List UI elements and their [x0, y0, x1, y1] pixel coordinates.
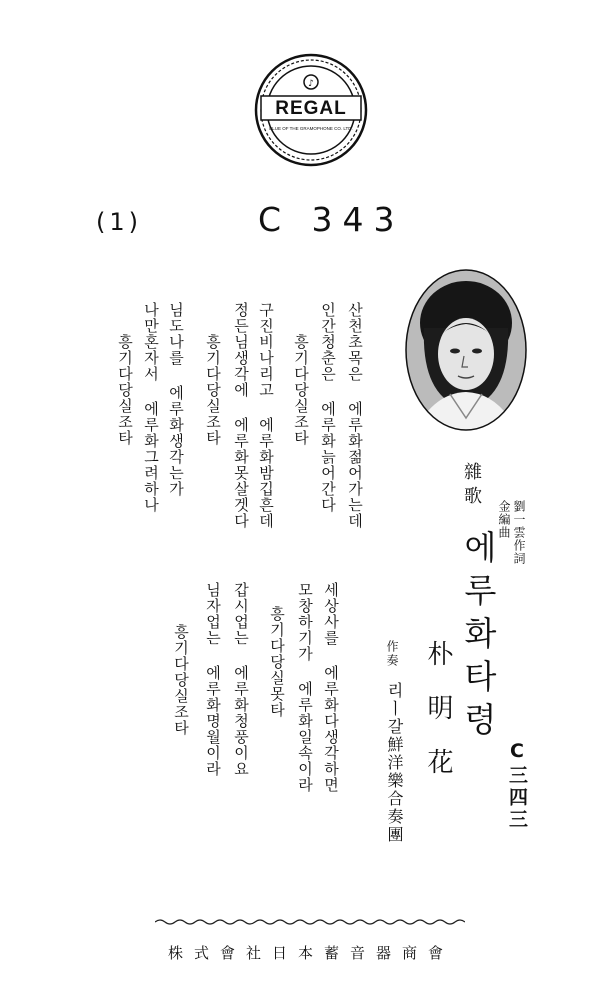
page-number: (1)	[96, 208, 142, 236]
stanza3-refrain: 흥기다당실조타	[116, 334, 134, 446]
logo-label: REGAL	[275, 98, 347, 119]
stanza2-line2: 정든님생각에 에루화못살겟다	[232, 302, 250, 529]
stanza3-line1: 님도나를 에루화생각는가	[167, 302, 185, 497]
regal-logo	[253, 52, 369, 168]
stanza5-refrain: 흥기다당실조타	[172, 624, 190, 736]
svg-text:♪: ♪	[308, 79, 314, 89]
stanza2-refrain: 흥기다당실조타	[204, 334, 222, 446]
credits: 劉一雲作詞 金編曲	[497, 500, 526, 565]
stanza4-refrain: 흥기다당실못타	[268, 606, 286, 718]
stanza4-line1: 세상사를 에루화다생각하면	[322, 582, 340, 793]
stanza1-refrain: 흥기다당실조타	[292, 334, 310, 446]
stanza3-line2: 나만혼자서 에루화그려하나	[142, 302, 160, 513]
catalog-number: C 343	[258, 200, 405, 239]
stanza4-line2: 모창하기가 에루화일속이라	[296, 582, 314, 793]
stanza1-line2: 인간청춘은 에루화늙어간다	[319, 302, 337, 513]
stanza2-line1: 구진비나리고 에루화밤깁흔데	[257, 302, 275, 529]
catalog-hanja: C三四三	[506, 740, 528, 831]
stanza5-line2: 님자업는 에루화명월이라	[204, 582, 222, 777]
singer-name: 朴明花	[423, 640, 453, 802]
logo-small-text: BLUE OF THE GRAMOPHONE CO. LTD.	[269, 126, 353, 131]
singer-portrait	[404, 268, 528, 432]
performance-label: 作奏	[385, 640, 399, 668]
stanza1-line1: 산천초목은 에루화젊어가는데	[346, 302, 364, 529]
publisher-footer: 株式會社日本蓄音器商會	[168, 944, 455, 962]
stanza5-line1: 갑시업는 에루화청풍이요	[232, 582, 250, 777]
song-title: 에루화타령	[459, 530, 498, 745]
accompaniment: 리ㅣ갈鮮洋樂合奏團	[385, 682, 404, 844]
genre-label: 雜歌	[461, 462, 482, 510]
decorative-rule	[155, 918, 465, 926]
